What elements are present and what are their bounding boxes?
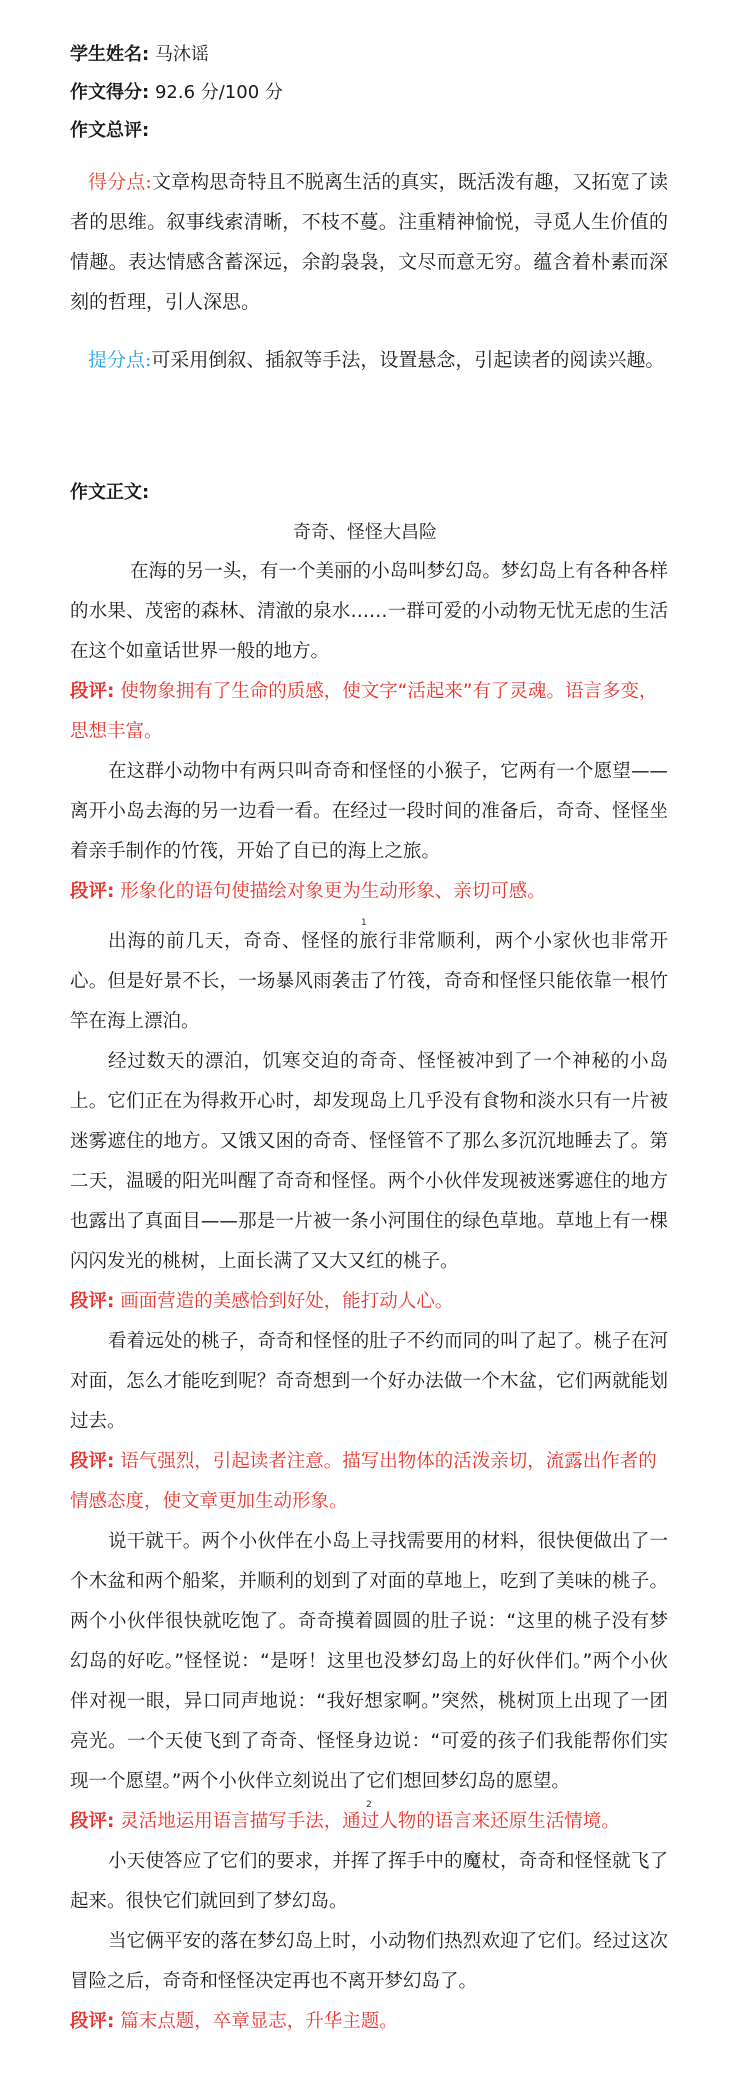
review-label: 段评: <box>70 2011 115 2032</box>
review-text: 形象化的语句使描绘对象更为生动形象、亲切可感。 <box>120 881 546 902</box>
summary-heading: 作文总评: <box>70 120 150 141</box>
essay-paragraph: 小天使答应了它们的要求，并挥了挥手中的魔杖，奇奇和怪怪就飞了起来。很快它们就回到了梦幻岛。 <box>70 1851 668 1912</box>
student-name-label: 学生姓名: <box>70 44 150 65</box>
improvement-points-text: 可采用倒叙、插叙等手法，设置悬念，引起读者的阅读兴趣。 <box>151 349 665 371</box>
paragraph-review <box>70 672 668 752</box>
student-name-line <box>70 42 209 68</box>
page-number: 1 <box>361 918 367 928</box>
essay-paragraph: 经过数天的漂泊，饥寒交迫的奇奇、怪怪被冲到了一个神秘的小岛上。它们正在为得救开心时，却发现岛上几乎没有食物和淡水只有一片被迷雾遮住的地方。又饿又困的奇奇、怪怪管不了那么多沉沉地睡去了。第二天，温暖的阳光叫醒了奇奇和怪怪。两个小伙伴发现被迷雾遮住的地方也露出了真面目——那是一片被一条小河围住的绿色草地。草地上有一棵闪闪发光的桃树，上面长满了又大又红的桃子。 <box>70 1051 668 1272</box>
paragraph-review <box>70 872 668 912</box>
review-text: 画面营造的美感恰到好处，能打动人心。 <box>120 1291 454 1312</box>
scoring-points <box>70 162 668 322</box>
review-text: 使物象拥有了生命的质感，使文字“活起来”有了灵魂。语言多变，思想丰富。 <box>70 681 658 742</box>
essay-title: 奇奇、怪怪大昌险 <box>293 522 437 543</box>
review-label: 段评: <box>70 1291 115 1312</box>
essay-heading: 作文正文: <box>70 482 150 503</box>
scoring-points-text: 文章构思奇特且不脱离生活的真实，既活泼有趣，又拓宽了读者的思维。叙事线索清晰，不枝不蔓。注重精神愉悦，寻觅人生价值的情趣。表达情感含蓄深远，余韵袅袅，文尽而意无穷。蕴含着朴素而深刻的哲理，引人深思。 <box>70 171 668 313</box>
scoring-points-label: 得分点: <box>88 171 152 193</box>
essay-paragraph: 在海的另一头，有一个美丽的小岛叫梦幻岛。梦幻岛上有各种各样的水果、茂密的森林、清澈的泉水……一群可爱的小动物无忧无虑的生活在这个如童话世界一般的地方。 <box>70 561 668 662</box>
paragraph-review <box>70 1282 668 1322</box>
page-number: 2 <box>366 1800 372 1810</box>
improvement-points <box>70 340 668 380</box>
paragraph-review <box>70 2002 668 2042</box>
essay-paragraph: 说干就干。两个小伙伴在小岛上寻找需要用的材料，很快便做出了一个木盆和两个船桨，并顺利的划到了对面的草地上，吃到了美味的桃子。两个小伙伴很快就吃饱了。奇奇摸着圆圆的肚子说：“这里的桃子没有梦幻岛的好吃。”怪怪说：“是呀！这里也没梦幻岛上的好伙伴们。”两个小伙伴对视一眼，异口同声地说：“我好想家啊。”突然，桃树顶上出现了一团亮光。一个天使飞到了奇奇、怪怪身边说：“可爱的孩子们我能帮你们实现一个愿望。”两个小伙伴立刻说出了它们想回梦幻岛的愿望。 <box>70 1531 668 1792</box>
review-label: 段评: <box>70 1811 115 1832</box>
score-label: 作文得分: <box>70 82 150 103</box>
review-text: 篇末点题，卒章显志，升华主题。 <box>120 2011 398 2032</box>
review-text: 语气强烈，引起读者注意。描写出物体的活泼亲切，流露出作者的情感态度，使文章更加生动形象。 <box>70 1451 657 1512</box>
paragraph-review <box>70 1802 668 1842</box>
paragraph-review <box>70 1442 668 1522</box>
essay-paragraph: 当它俩平安的落在梦幻岛上时，小动物们热烈欢迎了它们。经过这次冒险之后，奇奇和怪怪决定再也不离开梦幻岛了。 <box>70 1931 668 1992</box>
score-value: 92.6 分/100 分 <box>154 82 283 103</box>
student-name-value: 马沐谣 <box>154 44 209 65</box>
improvement-points-label: 提分点: <box>88 349 152 371</box>
review-label: 段评: <box>70 881 115 902</box>
essay-paragraph: 在这群小动物中有两只叫奇奇和怪怪的小猴子，它两有一个愿望——离开小岛去海的另一边看一看。在经过一段时间的准备后，奇奇、怪怪坐着亲手制作的竹筏，开始了自已的海上之旅。 <box>70 761 668 862</box>
score-line <box>70 80 283 106</box>
review-label: 段评: <box>70 1451 115 1472</box>
essay-paragraph: 出海的前几天，奇奇、怪怪的旅行非常顺利，两个小家伙也非常开心。但是好景不长，一场暴风雨袭击了竹筏，奇奇和怪怪只能依靠一根竹竿在海上漂泊。 <box>70 931 668 1032</box>
review-text: 灵活地运用语言描写手法，通过人物的语言来还原生活情境。 <box>120 1811 620 1832</box>
review-label: 段评: <box>70 681 115 702</box>
essay-paragraph: 看着远处的桃子，奇奇和怪怪的肚子不约而同的叫了起了。桃子在河对面，怎么才能吃到呢？奇奇想到一个好办法做一个木盆，它们两就能划过去。 <box>70 1331 668 1432</box>
